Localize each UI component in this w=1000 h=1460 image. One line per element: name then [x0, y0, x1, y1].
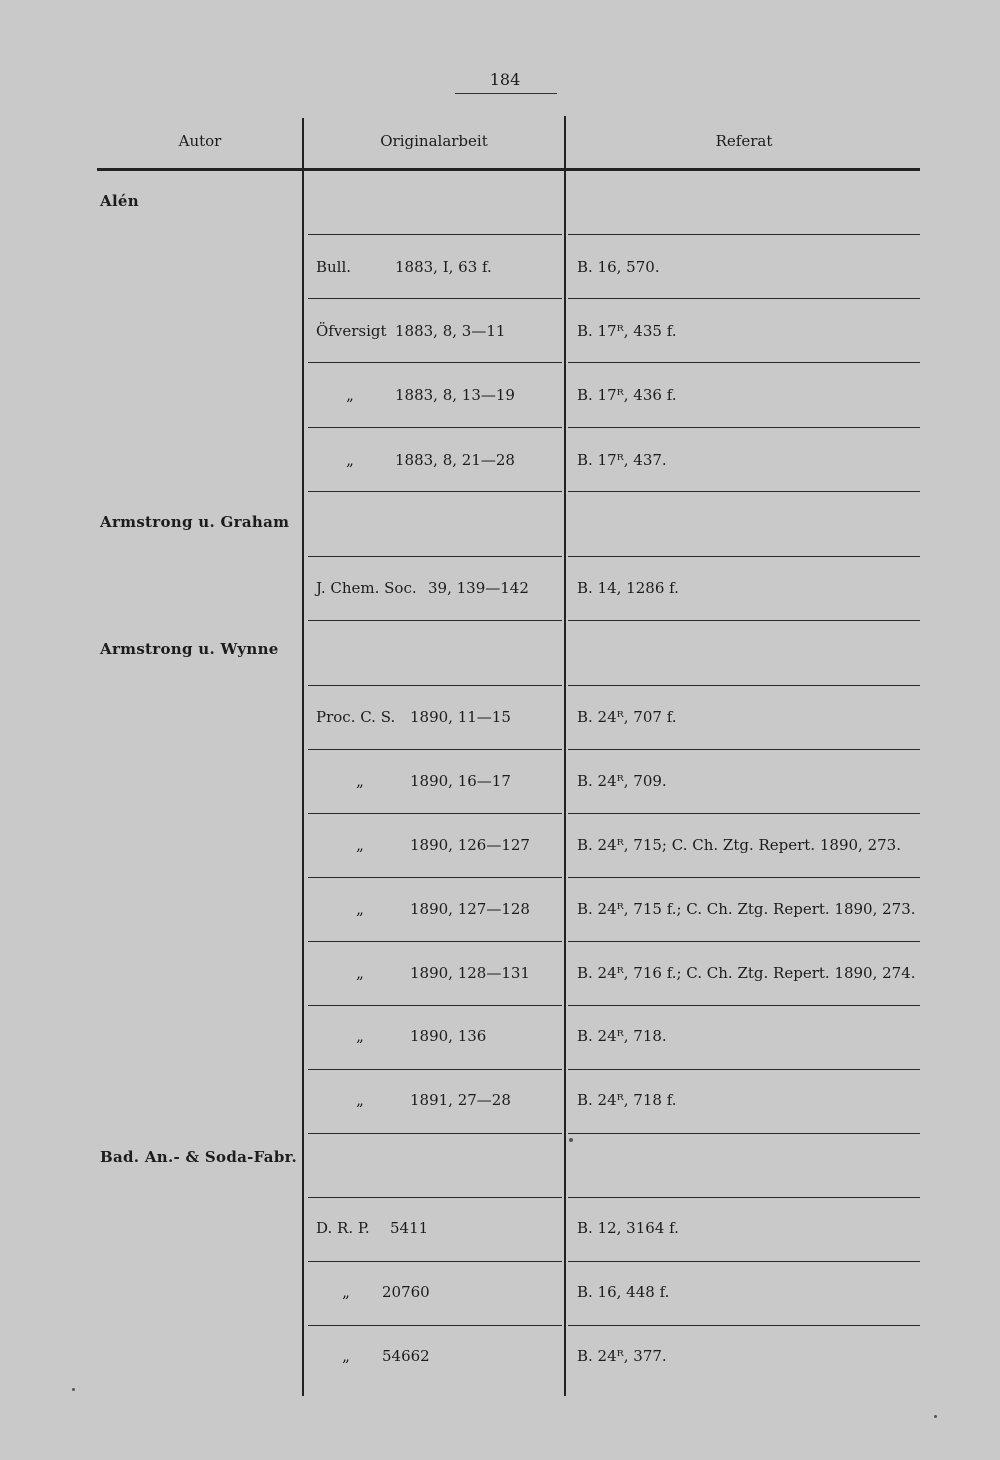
ditto-mark: „	[346, 451, 354, 469]
row-rule	[308, 298, 562, 299]
row-rule	[568, 1261, 920, 1262]
row-rule	[568, 620, 920, 621]
row-rule	[568, 813, 920, 814]
row-rule	[568, 427, 920, 428]
original-citation: 39, 139—142	[428, 579, 529, 597]
original-citation: 54662	[382, 1347, 430, 1365]
original-citation: 1883, I, 63 f.	[395, 258, 492, 276]
row-rule	[308, 1261, 562, 1262]
row-rule	[568, 491, 920, 492]
ditto-mark: „	[356, 772, 364, 790]
referat-citation: B. 24ᴿ, 709.	[577, 772, 667, 790]
referat-citation: B. 17ᴿ, 435 f.	[577, 322, 677, 340]
scan-speck	[72, 1388, 75, 1391]
author-bad-soda-fabr: Bad. An.- & Soda-Fabr.	[100, 1148, 297, 1166]
row-rule	[308, 427, 562, 428]
original-citation: 1890, 126—127	[410, 836, 530, 854]
referat-citation: B. 24ᴿ, 718 f.	[577, 1091, 677, 1109]
row-rule	[308, 234, 562, 235]
row-rule	[568, 749, 920, 750]
row-rule	[308, 491, 562, 492]
row-rule	[308, 877, 562, 878]
referat-citation: B. 24ᴿ, 377.	[577, 1347, 667, 1365]
original-citation: 1883, 8, 13—19	[395, 386, 515, 404]
referat-citation: B. 24ᴿ, 707 f.	[577, 708, 677, 726]
referat-citation: B. 24ᴿ, 716 f.; C. Ch. Ztg. Repert. 1890, 274.	[577, 964, 916, 982]
row-rule	[308, 685, 562, 686]
original-source: D. R. P.	[316, 1219, 370, 1237]
ditto-mark: „	[342, 1347, 350, 1365]
row-rule	[308, 749, 562, 750]
row-rule	[308, 362, 562, 363]
header-rule	[97, 168, 920, 171]
referat-citation: B. 16, 570.	[577, 258, 660, 276]
row-rule	[308, 620, 562, 621]
column-divider-left	[302, 118, 304, 1396]
row-rule	[568, 1325, 920, 1326]
ditto-mark: „	[356, 900, 364, 918]
row-rule	[568, 941, 920, 942]
referat-citation: B. 16, 448 f.	[577, 1283, 670, 1301]
row-rule	[308, 556, 562, 557]
column-divider-right	[564, 116, 566, 1396]
row-rule	[568, 1069, 920, 1070]
original-citation: 1890, 127—128	[410, 900, 530, 918]
row-rule	[308, 1197, 562, 1198]
row-rule	[568, 362, 920, 363]
ditto-mark: „	[342, 1283, 350, 1301]
row-rule	[308, 813, 562, 814]
original-citation: 20760	[382, 1283, 430, 1301]
row-rule	[568, 298, 920, 299]
referat-citation: B. 14, 1286 f.	[577, 579, 679, 597]
original-citation: 1891, 27—28	[410, 1091, 511, 1109]
original-source: Proc. C. S.	[316, 708, 396, 726]
page-number: 184	[489, 70, 521, 89]
original-citation: 1890, 16—17	[410, 772, 511, 790]
scan-speck	[569, 1138, 573, 1142]
row-rule	[568, 556, 920, 557]
header-autor: Autor	[178, 132, 222, 150]
row-rule	[568, 877, 920, 878]
row-rule	[568, 1197, 920, 1198]
author-alen: Alén	[100, 192, 139, 210]
page-number-rule	[455, 93, 557, 94]
ditto-mark: „	[356, 1091, 364, 1109]
referat-citation: B. 24ᴿ, 715; C. Ch. Ztg. Repert. 1890, 273.	[577, 836, 901, 854]
original-source: Bull.	[316, 258, 352, 276]
author-armstrong-graham: Armstrong u. Graham	[100, 513, 290, 531]
row-rule	[308, 1005, 562, 1006]
ditto-mark: „	[346, 386, 354, 404]
original-source: J. Chem. Soc.	[316, 579, 417, 597]
original-citation: 1890, 11—15	[410, 708, 511, 726]
scan-speck	[934, 1415, 937, 1418]
original-source: Öfversigt	[316, 322, 387, 340]
row-rule	[308, 1133, 562, 1134]
header-referat: Referat	[715, 132, 773, 150]
ditto-mark: „	[356, 836, 364, 854]
author-armstrong-wynne: Armstrong u. Wynne	[100, 640, 279, 658]
row-rule	[568, 234, 920, 235]
header-originalarbeit: Originalarbeit	[380, 132, 488, 150]
original-citation: 1883, 8, 3—11	[395, 322, 506, 340]
row-rule	[308, 941, 562, 942]
ditto-mark: „	[356, 964, 364, 982]
original-citation: 1890, 128—131	[410, 964, 530, 982]
ditto-mark: „	[356, 1027, 364, 1045]
referat-citation: B. 17ᴿ, 437.	[577, 451, 667, 469]
original-citation: 1890, 136	[410, 1027, 487, 1045]
row-rule	[308, 1069, 562, 1070]
referat-citation: B. 24ᴿ, 718.	[577, 1027, 667, 1045]
row-rule	[568, 685, 920, 686]
row-rule	[568, 1005, 920, 1006]
original-citation: 1883, 8, 21—28	[395, 451, 515, 469]
referat-citation: B. 24ᴿ, 715 f.; C. Ch. Ztg. Repert. 1890, 273.	[577, 900, 916, 918]
row-rule	[568, 1133, 920, 1134]
row-rule	[308, 1325, 562, 1326]
original-citation: 5411	[390, 1219, 429, 1237]
referat-citation: B. 12, 3164 f.	[577, 1219, 679, 1237]
referat-citation: B. 17ᴿ, 436 f.	[577, 386, 677, 404]
